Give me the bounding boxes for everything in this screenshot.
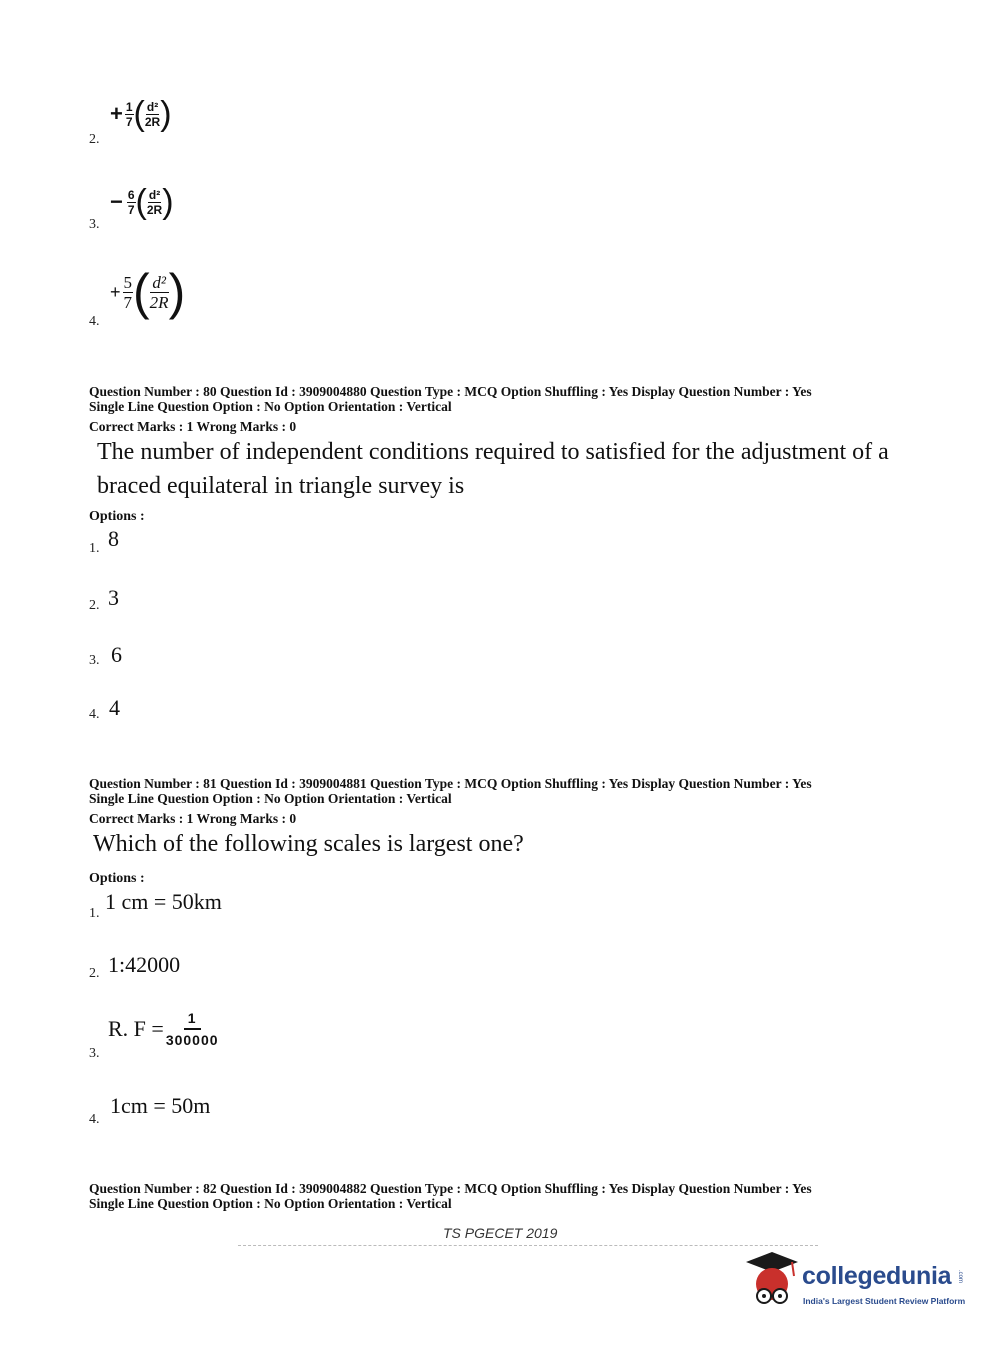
- q80-option-3-number: 3.: [89, 653, 100, 668]
- coef-fraction: $\frac{1}{7}$: [125, 99, 133, 129]
- var-fraction: $\frac{\text{d²}}{2R}$: [149, 272, 169, 312]
- q81-meta-line1: Question Number : 81 Question Id : 3909004881 Question Type : MCQ Option Shuffling : Yes Display Question Number : Yes: [89, 776, 812, 791]
- q81-meta-line2: Single Line Question Option : No Option Orientation : Vertical: [89, 791, 452, 806]
- footer-divider: [238, 1245, 818, 1246]
- q80-question-text-line2: braced equilateral in triangle survey is: [97, 473, 465, 499]
- q80-option-2-number: 2.: [89, 598, 100, 613]
- q81-option-3[interactable]: [108, 1011, 219, 1047]
- q80-option-1-number: 1.: [89, 541, 100, 556]
- q80-options-label: Options :: [89, 509, 145, 524]
- q80-marks: Correct Marks : 1 Wrong Marks : 0: [89, 419, 297, 434]
- q81-options-label: Options :: [89, 871, 145, 886]
- prev-option-2-number: 2.: [89, 132, 100, 147]
- q80-meta-line1: Question Number : 80 Question Id : 3909004880 Question Type : MCQ Option Shuffling : Yes Display Question Number : Yes: [89, 384, 812, 399]
- collegedunia-tagline: India's Largest Student Review Platform: [803, 1296, 966, 1306]
- prev-option-4-formula: + $\frac{5}{7}$ ( $\frac{\text{d²}}{2R}$ ): [110, 264, 186, 320]
- q81-marks: Correct Marks : 1 Wrong Marks : 0: [89, 811, 297, 826]
- prev-option-3-number: 3.: [89, 217, 100, 232]
- prev-option-4-number: 4.: [89, 314, 100, 329]
- prev-option-3-formula: − $\frac{6}{7}$ ( $\frac{\text{d²}}{2R}$ ): [110, 183, 174, 221]
- q82-meta-line2: Single Line Question Option : No Option Orientation : Vertical: [89, 1196, 452, 1211]
- var-fraction: $\frac{\text{d²}}{2R}$: [144, 99, 161, 129]
- q81-option-3-number: 3.: [89, 1046, 100, 1061]
- q80-option-4-number: 4.: [89, 707, 100, 722]
- var-fraction: $\frac{\text{d²}}{2R}$: [146, 187, 163, 217]
- rf-prefix: R. F =: [108, 1016, 164, 1041]
- collegedunia-wordmark: collegedunia: [802, 1262, 952, 1290]
- q80-question-text-line1: The number of independent conditions required to satisfied for the adjustment of a: [97, 439, 889, 465]
- q81-option-4-number: 4.: [89, 1112, 100, 1127]
- coef-fraction: $\frac{5}{7}$: [123, 272, 133, 312]
- q81-option-2-number: 2.: [89, 966, 100, 981]
- q81-option-4[interactable]: 1cm = 50m: [110, 1093, 211, 1118]
- coef-fraction: $\frac{6}{7}$: [127, 187, 135, 217]
- q80-option-3[interactable]: 6: [111, 642, 122, 667]
- footer-exam-title: TS PGECET 2019: [443, 1225, 558, 1241]
- rf-fraction: $\frac{1}{300000}$: [165, 1010, 219, 1048]
- collegedunia-mascot-icon: [742, 1248, 802, 1310]
- q82-meta-line1: Question Number : 82 Question Id : 3909004882 Question Type : MCQ Option Shuffling : Yes Display Question Number : Yes: [89, 1181, 812, 1196]
- q81-option-1[interactable]: 1 cm = 50km: [105, 889, 222, 914]
- q80-option-2[interactable]: 3: [108, 585, 119, 610]
- prev-option-2-formula: + $\frac{1}{7}$ ( $\frac{\text{d²}}{2R}$ ): [110, 95, 172, 133]
- q81-question-text: Which of the following scales is largest one?: [93, 831, 524, 857]
- q81-option-1-number: 1.: [89, 906, 100, 921]
- q80-meta-line2: Single Line Question Option : No Option Orientation : Vertical: [89, 399, 452, 414]
- q80-option-4[interactable]: 4: [109, 695, 120, 720]
- q81-option-2[interactable]: 1:42000: [108, 952, 181, 977]
- q80-option-1[interactable]: 8: [108, 526, 119, 551]
- collegedunia-suffix: .com: [957, 1270, 963, 1284]
